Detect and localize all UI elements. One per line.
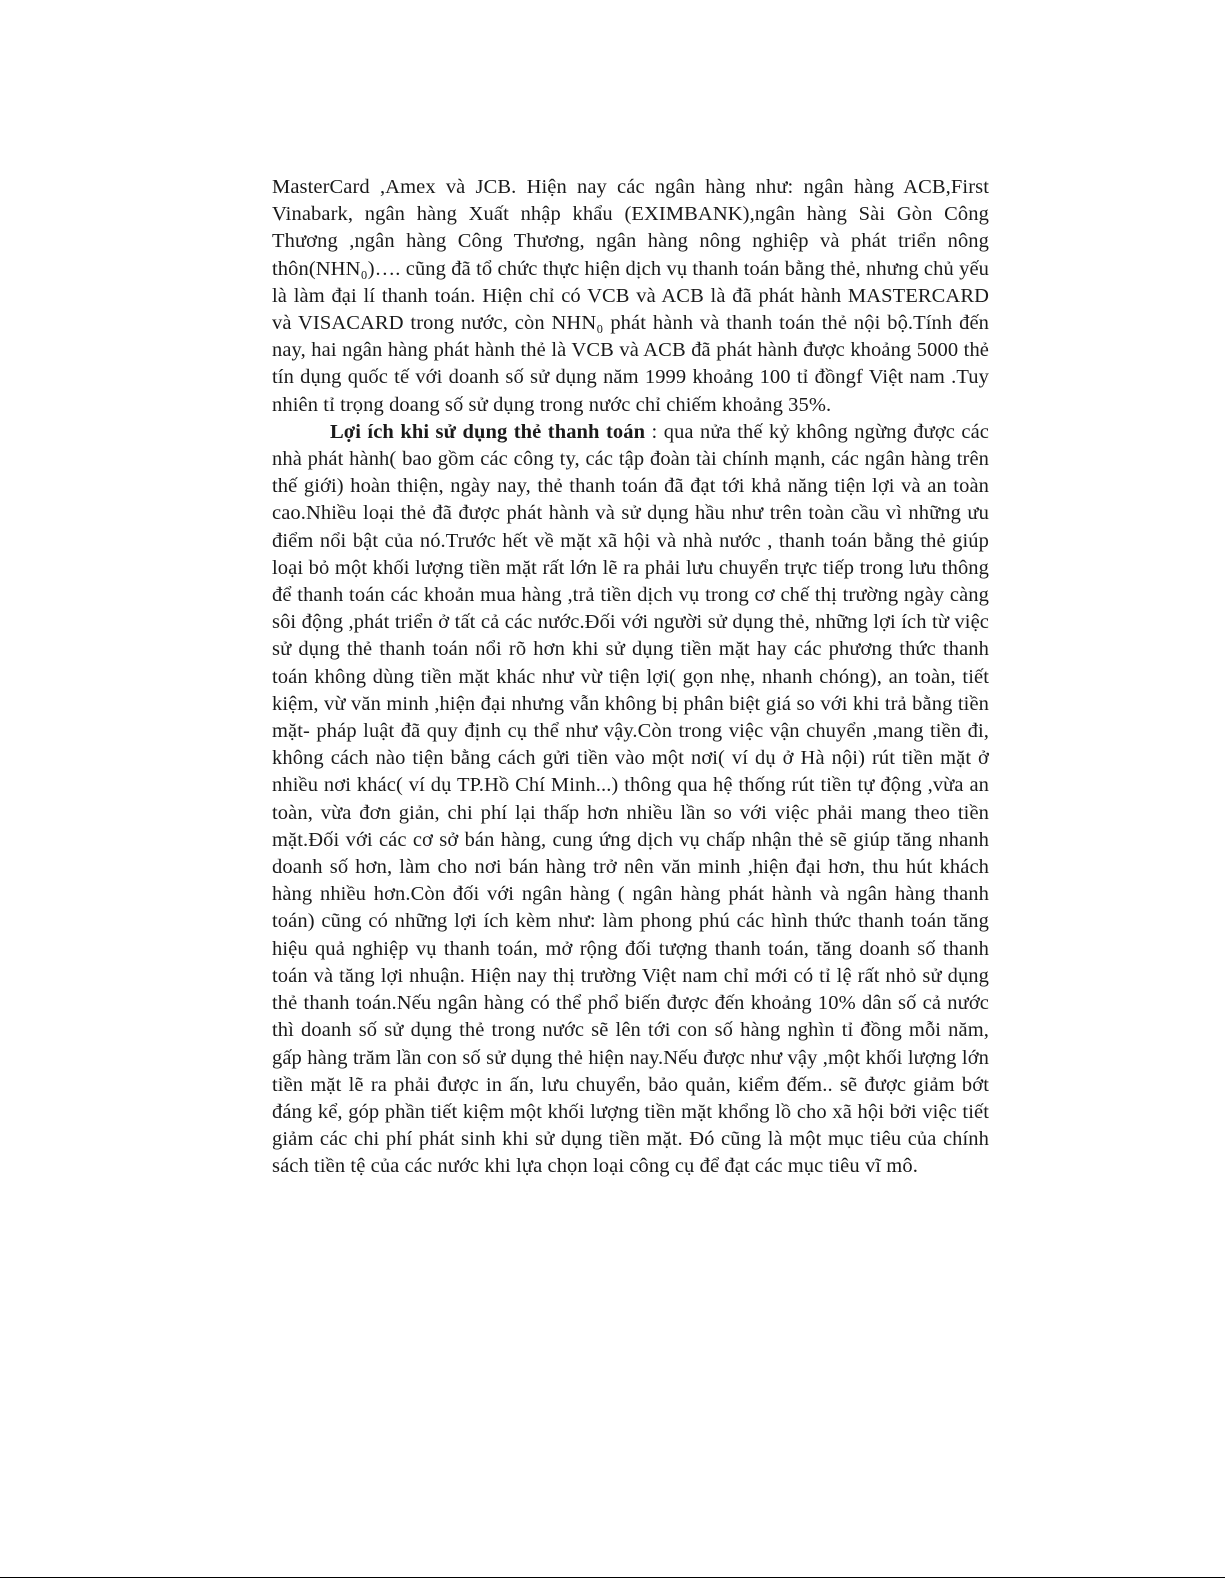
paragraph-card-issuers: MasterCard ,Amex và JCB. Hiện nay các ngân hàng như: ngân hàng ACB,First Vinabark, ngân hàng Xuất nhập khẩu (EXIMBANK),ngân hàng Sài Gòn Công Thương ,ngân hàng Công Thương, ngân hàng nông nghiệp và phát triển nông thôn(NHN₀)…. cũng đã tổ chức thực hiện dịch vụ thanh toán bằng thẻ, nhưng chủ yếu là làm đại lí thanh toán. Hiện chỉ có VCB và ACB là đã phát hành MASTERCARD và VISACARD trong nước, còn NHN₀ phát hành và thanh toán thẻ nội bộ.Tính đến nay, hai ngân hàng phát hành thẻ là VCB và ACB đã phát hành được khoảng 5000 thẻ tín dụng quốc tế với doanh số sử dụng năm 1999 khoảng 100 tỉ đồngf Việt nam .Tuy nhiên tỉ trọng doang số sử dụng trong nước chỉ chiếm khoảng 35%. [272,176,989,416]
body-text [272,174,989,1181]
page-bottom-rule [0,1577,1225,1578]
benefits-heading-term: Lợi ích khi sử dụng thẻ thanh toán [330,420,646,443]
benefits-body-text: : qua nửa thế kỷ không ngừng được các nhà phát hành( bao gồm các công ty, các tập đoàn tài chính mạnh, các ngân hàng trên thế giới) hoàn thiện, ngày nay, thẻ thanh toán đã đạt tới khả năng tiện lợi và an toàn cao.Nhiều loại thẻ đã được phát hành và sử dụng hầu như trên toàn cầu vì những ưu điểm nổi bật của nó.Trước hết về mặt xã hội và nhà nước , thanh toán bằng thẻ giúp loại bỏ một khối lượng tiền mặt rất lớn lẽ ra phải lưu chuyển trực tiếp trong lưu thông để thanh toán các khoản mua hàng ,trả tiền dịch vụ trong cơ chế thị trường ngày càng sôi động ,phát triển ở tất cả các nước.Đối với người sử dụng thẻ, những lợi ích từ việc sử dụng thẻ thanh toán nổi rõ hơn khi sử dụng tiền mặt hay các phương thức thanh toán không dùng tiền mặt khác như vừ tiện lợi( gọn nhẹ, nhanh chóng), an toàn, tiết kiệm, vừ văn minh ,hiện đại nhưng vẫn không bị phân biệt giá so với khi trả bằng tiền mặt- pháp luật đã quy định cụ thể như vậy.Còn trong việc vận chuyển ,mang tiền đi, không cách nào tiện bằng cách gửi tiền vào một nơi( ví dụ ở Hà nội) rút tiền mặt ở nhiều nơi khác( ví dụ TP.Hồ Chí Minh...) thông qua hệ thống rút tiền tự động ,vừa an toàn, vừa đơn giản, chi phí lại thấp hơn nhiều lần so với việc phải mang theo tiền mặt.Đối với các cơ sở bán hàng, cung ứng dịch vụ chấp nhận thẻ sẽ giúp tăng nhanh doanh số hơn, làm cho nơi bán hàng trở nên văn minh ,hiện đại hơn, thu hút khách hàng nhiều hơn.Còn đối với ngân hàng ( ngân hàng phát hành và ngân hàng thanh toán) cũng có những lợi ích kèm như: làm phong phú các hình thức thanh toán tăng hiệu quả nghiệp vụ thanh toán, mở rộng đối tượng thanh toán, tăng doanh số thanh toán và tăng lợi nhuận. Hiện nay thị trường Việt nam chỉ mới có tỉ lệ rất nhỏ sử dụng thẻ thanh toán.Nếu ngân hàng có thể phổ biến được đến khoảng 10% dân số cả nước thì doanh số sử dụng thẻ trong nước sẽ lên tới con số hàng nghìn tỉ đồng mỗi năm, gấp hàng trăm lần con số sử dụng thẻ hiện nay.Nếu được như vậy ,một khối lượng lớn tiền mặt lẽ ra phải được in ấn, lưu chuyển, bảo quản, kiểm đếm.. sẽ được giảm bớt đáng kể, góp phần tiết kiệm một khối lượng tiền mặt khổng lồ cho xã hội bởi việc tiết giảm các chi phí phát sinh khi sử dụng tiền mặt. Đó cũng là một mục tiêu của chính sách tiền tệ của các nước khi lựa chọn loại công cụ để đạt các mục tiêu vĩ mô. [272,420,989,1178]
paragraph-card-benefits [272,419,989,1181]
